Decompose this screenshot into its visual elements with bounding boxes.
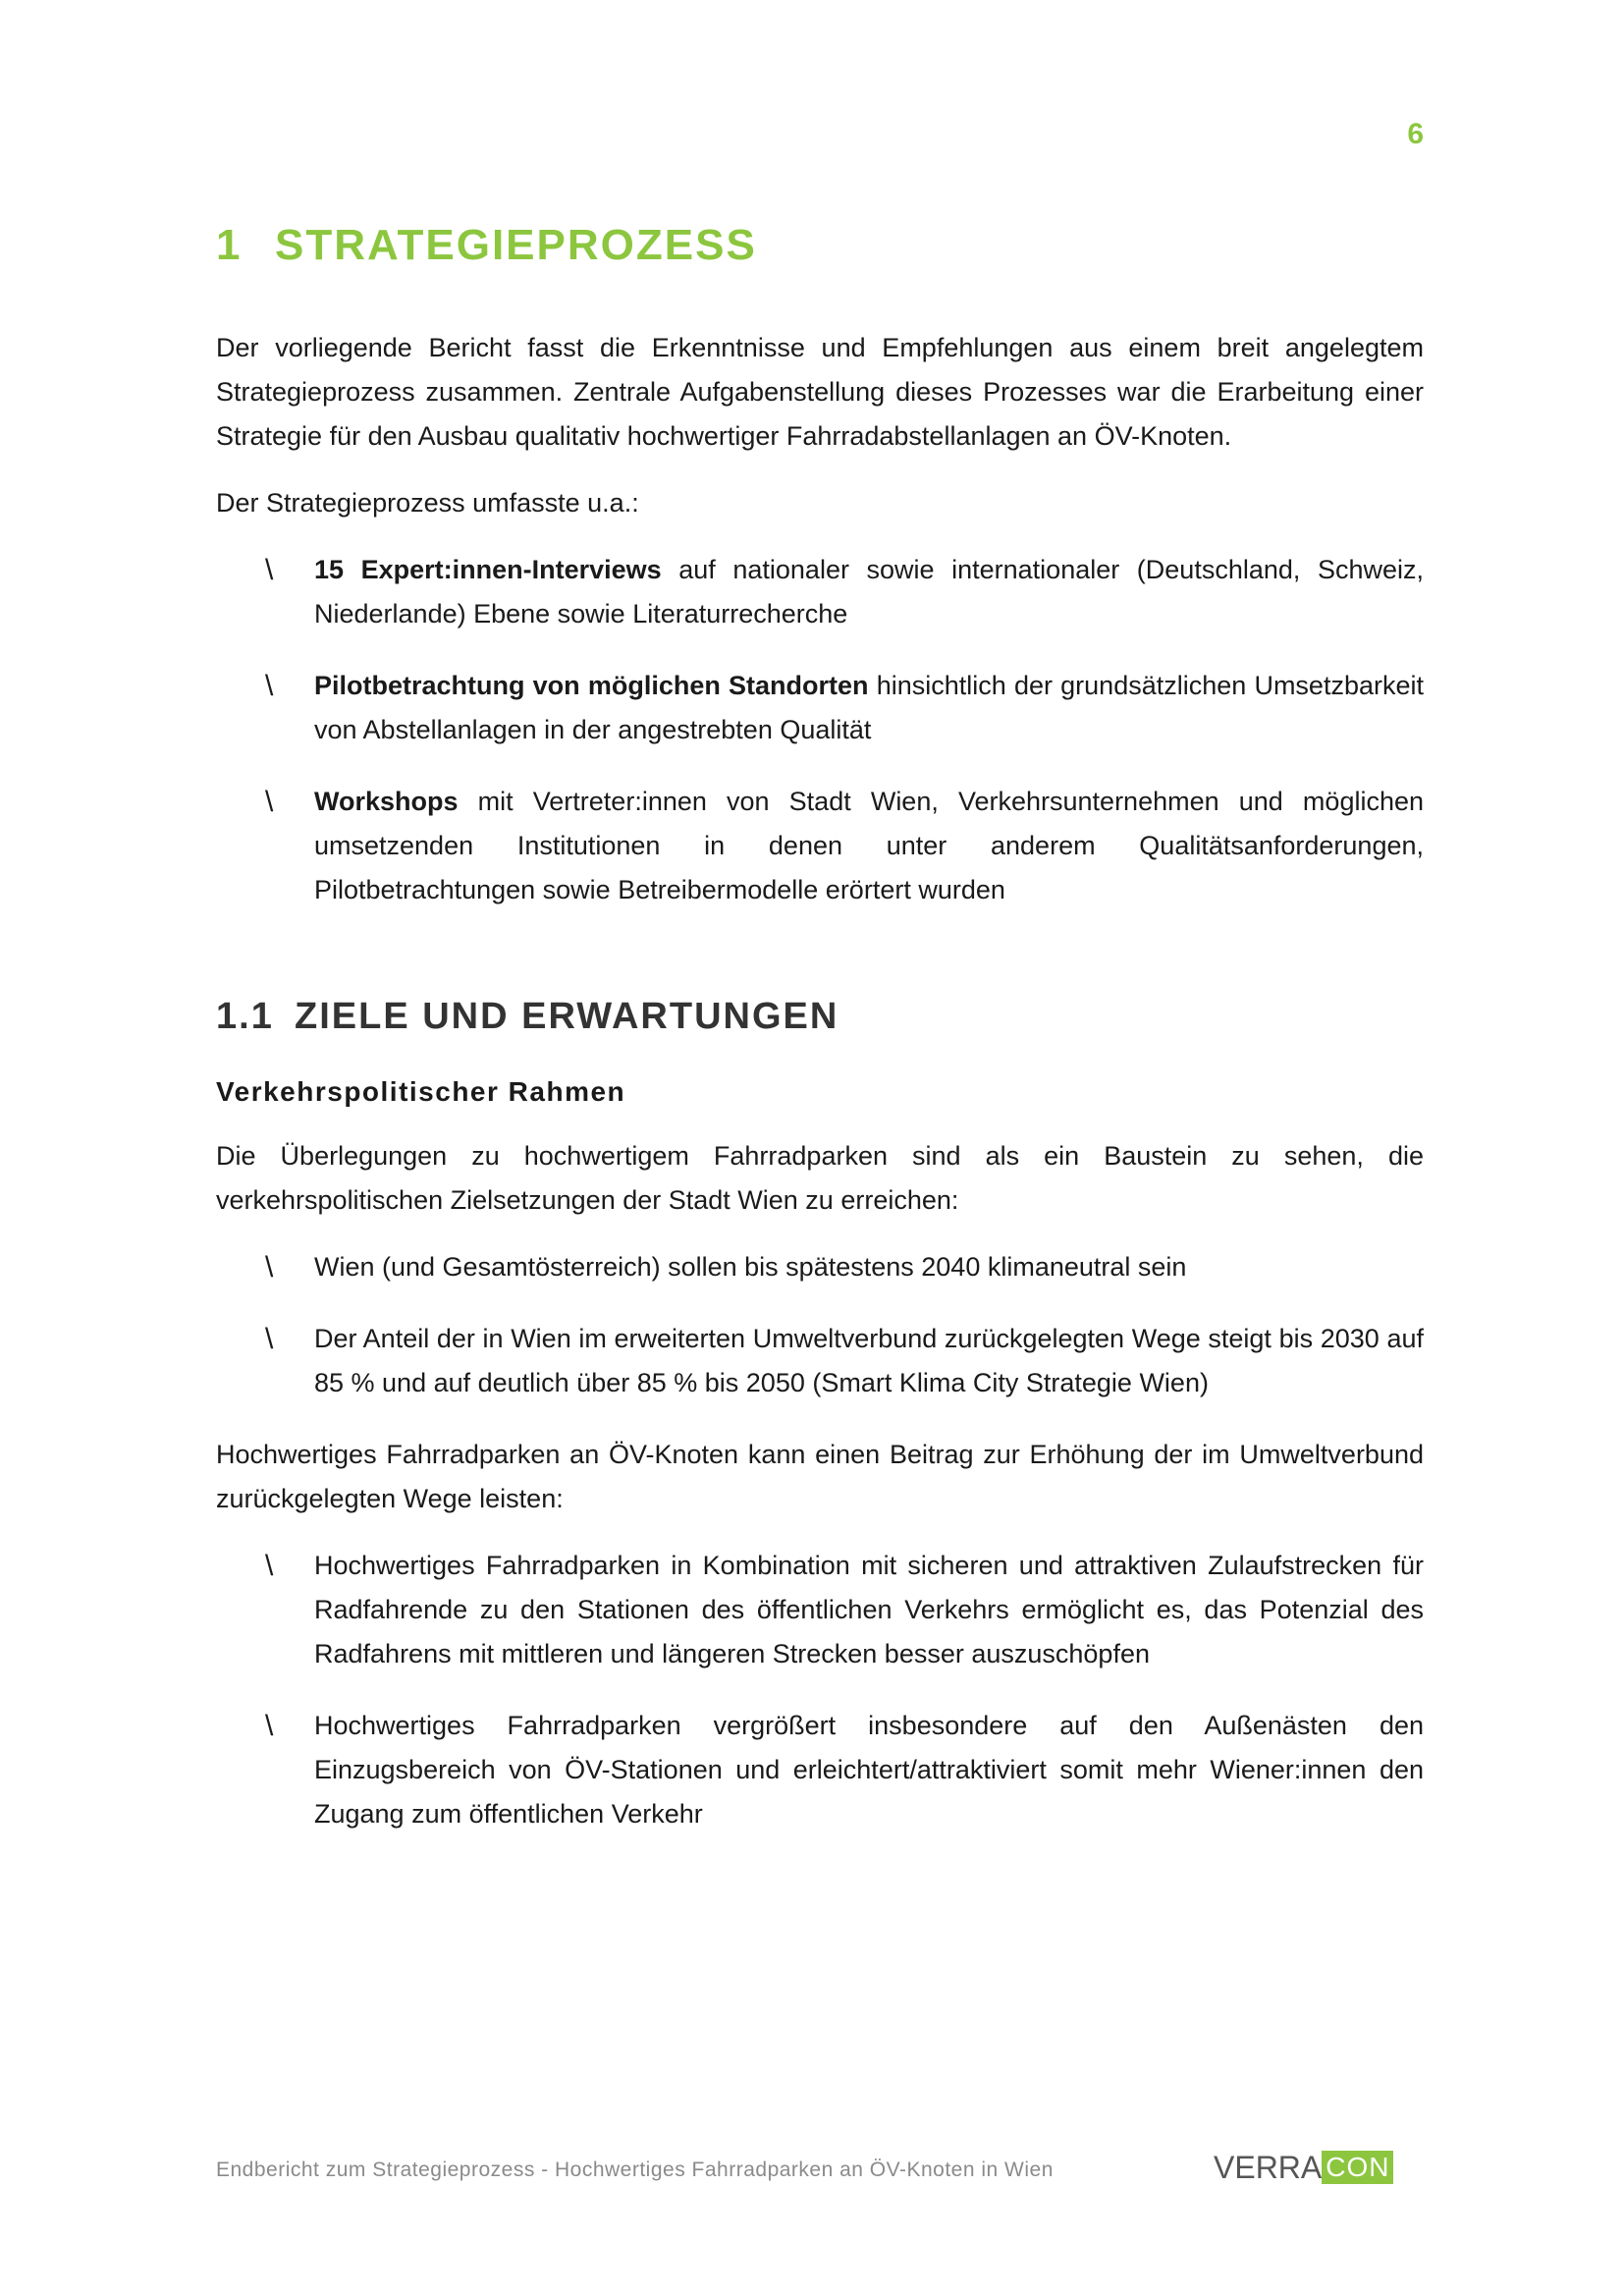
list-item: [216, 780, 1424, 912]
list-item-text: auf nationaler sowie internationaler (Deutschland, Schweiz, Niederlande) Ebene sowie Literaturrecherche: [314, 555, 1424, 629]
list-item-text: Der Anteil der in Wien im erweiterten Umweltverbund zurückgelegten Wege steigt bis 2030 auf 85 % und auf deutlich über 85 % bis 2050 (Smart Klima City Strategie Wien): [314, 1324, 1424, 1397]
subsection-heading: [216, 989, 1424, 1044]
list-item: [216, 1317, 1424, 1405]
bullet-marker: \: [265, 786, 274, 818]
list-item: [216, 1704, 1424, 1836]
list-item-text: mit Vertreter:innen von Stadt Wien, Verkehrsunternehmen und möglichen umsetzenden Institutionen in denen unter anderem Qualitätsanforderungen, Pilotbetrachtungen sowie Betreibermodelle erörtert wurden: [314, 787, 1424, 904]
bullet-marker: \: [265, 1323, 274, 1355]
contribution-list: [216, 1544, 1424, 1836]
bullet-marker: \: [265, 670, 274, 702]
subsection-title: ZIELE UND ERWARTUNGEN: [295, 996, 839, 1037]
bullet-marker: \: [265, 554, 274, 586]
process-list: [216, 548, 1424, 912]
footer-text: Endbericht zum Strategieprozess - Hochwertiges Fahrradparken an ÖV-Knoten in Wien: [216, 2159, 1054, 2181]
page-number: 6: [1407, 118, 1424, 150]
list-item: [216, 1245, 1424, 1289]
section-number: 1: [216, 221, 243, 269]
list-item: [216, 664, 1424, 752]
list-item: [216, 1544, 1424, 1676]
goals-paragraph: Die Überlegungen zu hochwertigem Fahrradparken sind als ein Baustein zu sehen, die verkehrspolitischen Zielsetzungen der Stadt Wien zu erreichen:: [216, 1141, 1424, 1215]
list-item: [216, 548, 1424, 636]
goals-list: [216, 1245, 1424, 1405]
bullet-marker: \: [265, 1550, 274, 1582]
logo-con: CON: [1322, 2151, 1393, 2184]
list-item-bold: Workshops: [314, 787, 459, 816]
section-title: STRATEGIEPROZESS: [275, 221, 757, 269]
list-item-text: Hochwertiges Fahrradparken in Kombination mit sicheren und attraktiven Zulaufstrecken für Radfahrende zu den Stationen des öffentlichen Verkehrs ermöglicht es, das Potenzial des Radfahrens mit mittleren und längeren Strecken besser auszuschöpfen: [314, 1551, 1424, 1668]
logo-verra: VERRA: [1214, 2150, 1323, 2185]
list-item-text: Wien (und Gesamtösterreich) sollen bis spätestens 2040 klimaneutral sein: [314, 1252, 1187, 1282]
section-heading: [216, 216, 1424, 275]
bullet-marker: \: [265, 1710, 274, 1742]
contribution-paragraph: Hochwertiges Fahrradparken an ÖV-Knoten kann einen Beitrag zur Erhöhung der im Umweltverbund zurückgelegten Wege leisten:: [216, 1440, 1424, 1513]
verracon-logo: [1214, 2151, 1393, 2184]
bullet-marker: \: [265, 1251, 274, 1284]
list-item-text: Hochwertiges Fahrradparken vergrößert insbesondere auf den Außenästen den Einzugsbereich von ÖV-Stationen und erleichtert/attraktiviert somit mehr Wiener:innen den Zugang zum öffentlichen Verkehr: [314, 1711, 1424, 1829]
list-intro-paragraph: Der Strategieprozess umfasste u.a.:: [216, 488, 639, 518]
subsection-number: 1.1: [216, 996, 274, 1037]
list-item-text: hinsichtlich der grundsätzlichen Umsetzbarkeit von Abstellanlagen in der angestrebten Qualität: [314, 671, 1424, 744]
list-item-bold: Pilotbetrachtung von möglichen Standorten: [314, 671, 869, 700]
intro-paragraph: Der vorliegende Bericht fasst die Erkenntnisse und Empfehlungen aus einem breit angelegtem Strategieprozess zusammen. Zentrale Aufgabenstellung dieses Prozesses war die Erarbeitung einer Strategie für den Ausbau qualitativ hochwertiger Fahrradabstellanlagen an ÖV-Knoten.: [216, 333, 1424, 451]
list-item-bold: 15 Expert:innen-Interviews: [314, 555, 662, 584]
subheading: Verkehrspolitischer Rahmen: [216, 1076, 626, 1107]
page-content: [216, 216, 1424, 1864]
